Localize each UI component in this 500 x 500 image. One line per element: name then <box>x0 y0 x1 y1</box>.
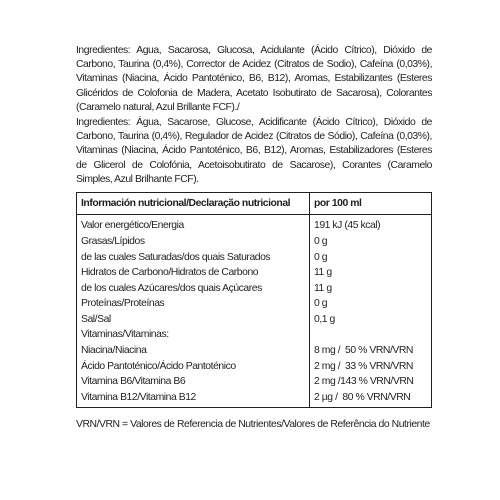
nutrient-label: Vitaminas/Vitaminas: <box>77 327 310 343</box>
nutrition-header-row <box>77 193 432 215</box>
ingredients-pt: Ingredientes: Água, Sacarose, Glucose, Acidificante (Ácido Cítrico), Dióxido de Carbono, Taurina (0,4%), Regulador de Acidez (Citratos de Sódio), Cafeína (0,03%), Vitaminas (Niacina, Ácido Pantoténico, B6, B12), Aromas, Estabilizadores (Esteres de Glicerol de Colofónia, Acetoisobutirato de Sacarose), Corantes (Caramelo Simples, Azul Brilhante FCF). <box>76 117 432 185</box>
footnote: VRN/VRN = Valores de Referencia de Nutrientes/Valores de Referência do Nutriente <box>76 419 430 431</box>
nutrient-label: de los cuales Azúcares/dos quais Açúcares <box>77 280 310 296</box>
table-row <box>77 280 432 296</box>
nutrient-label: Vitamina B6/Vitamina B6 <box>77 374 310 390</box>
nutrient-label: Ácido Pantoténico/Ácido Pantoténico <box>77 358 310 374</box>
nutrient-value: 8 mg / 50 % VRN/VRN <box>314 345 413 357</box>
nutrient-value: 0 g <box>314 251 328 263</box>
nutrient-label: Vitamina B12/Vitamina B12 <box>77 390 310 408</box>
nutrition-header-value: por 100 ml <box>310 193 432 215</box>
nutrient-value: 11 g <box>314 267 332 279</box>
nutrient-label: Sal/Sal <box>77 312 310 328</box>
ingredients-es: Ingredientes: Agua, Sacarosa, Glucosa, Acidulante (Ácido Cítrico), Dióxido de Carbono, Taurina (0,4%), Corrector de Acidez (Citratos de Sodio), Cafeína (0,03%), Vitaminas (Niacina, Ácido Pantoténico, B6, B12), Aromas, Estabilizantes (Esteres Glicéridos de Colofonia de Madera, Acetato Isobutirato de Sacarosa), Colorantes (Caramelo natural, Azul Brillante FCF)./ <box>76 45 432 113</box>
nutrient-value: 2 µg / 80 % VRN/VRN <box>314 391 411 403</box>
nutrient-value: 191 kJ (45 kcal) <box>314 220 381 232</box>
nutrient-value: 2 mg /143 % VRN/VRN <box>314 376 414 388</box>
table-row <box>77 343 432 359</box>
nutrition-table <box>76 192 432 408</box>
nutrient-value: 11 g <box>314 282 332 294</box>
nutrient-value: 0 g <box>314 235 328 247</box>
table-row <box>77 327 432 343</box>
nutrient-value: 0 g <box>314 298 328 310</box>
nutrition-header-label: Información nutricional/Declaração nutricional <box>77 193 310 215</box>
nutrient-label: Valor energético/Energia <box>77 215 310 234</box>
table-row <box>77 296 432 312</box>
table-row <box>77 390 432 408</box>
table-row <box>77 234 432 250</box>
nutrient-value: 0,1 g <box>314 313 335 325</box>
product-label <box>76 44 432 430</box>
nutrient-label: Proteínas/Proteínas <box>77 296 310 312</box>
nutrient-label: de las cuales Saturadas/dos quais Saturados <box>77 249 310 265</box>
nutrient-label: Hidratos de Carbono/Hidratos de Carbono <box>77 265 310 281</box>
nutrient-label: Niacina/Niacina <box>77 343 310 359</box>
table-row <box>77 265 432 281</box>
nutrient-value: 2 mg / 33 % VRN/VRN <box>314 360 413 372</box>
table-row <box>77 312 432 328</box>
table-row <box>77 374 432 390</box>
table-row <box>77 249 432 265</box>
table-row <box>77 358 432 374</box>
nutrient-label: Grasas/Lípidos <box>77 234 310 250</box>
nutrient-value <box>310 327 432 343</box>
table-row <box>77 215 432 234</box>
